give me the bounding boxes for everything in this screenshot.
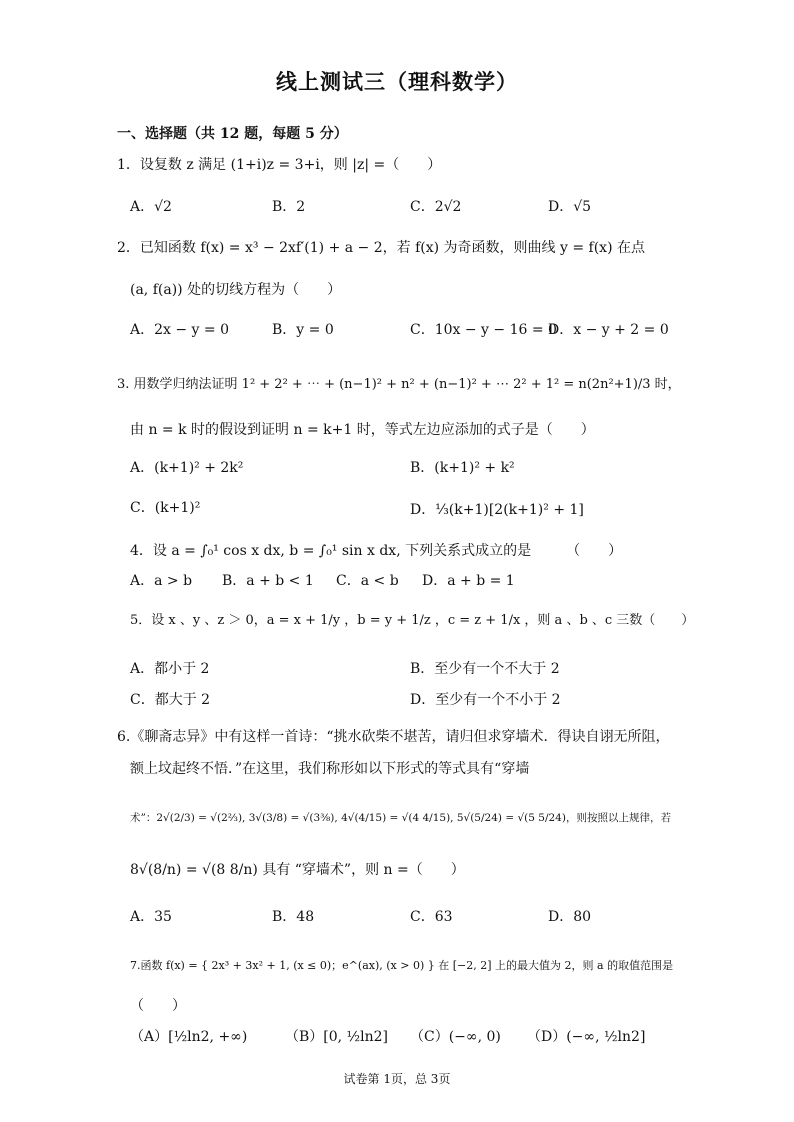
question-7-line-1: 7.函数 f(x) = { 2x³ + 3x² + 1, (x ≤ 0)；e^(ax), (x > 0) } 在 [−2, 2] 上的最大值为 2，则 a 的取值范围是 (130, 959, 674, 972)
question-2-line-2: (a, f(a)) 处的切线方程为（ ） (130, 282, 342, 298)
q7-option-a: （A）[½ln2, +∞) (130, 1029, 248, 1045)
q1-option-c: C．2√2 (410, 199, 462, 215)
q3-option-c: C．(k+1)² (130, 500, 201, 516)
question-6-line-4: 8√(8/n) = √(8 8/n) 具有 “穿墙术”，则 n =（ ） (130, 862, 465, 878)
q5-option-a: A．都小于 2 (130, 661, 210, 677)
page-title: 线上测试三（理科数学） (276, 69, 518, 94)
question-7-line-2: （ ） (130, 998, 186, 1014)
q4-option-a: A．a > b (130, 573, 193, 589)
q7-option-b: （B）[0, ½ln2] (285, 1029, 388, 1045)
q2-option-c: C．10x − y − 16 = 0 (410, 322, 557, 338)
q2-option-a: A．2x − y = 0 (130, 322, 229, 338)
q1-option-a: A．√2 (130, 199, 172, 215)
question-6-line-1: 6.《聊斋志异》中有这样一首诗：“挑水砍柴不堪苦，请归但求穿墙术．得诀自诩无所阻， (117, 729, 670, 745)
q6-option-d: D．80 (548, 909, 592, 925)
q4-option-d: D．a + b = 1 (422, 573, 515, 589)
q2-option-b: B．y = 0 (272, 322, 334, 338)
q7-option-c: （C）(−∞, 0) (410, 1029, 501, 1045)
q5-option-b: B．至少有一个不大于 2 (410, 661, 560, 677)
q5-option-d: D．至少有一个不小于 2 (410, 692, 561, 708)
question-4: 4．设 a = ∫₀¹ cos x dx, b = ∫₀¹ sin x dx, 下列关系式成立的是 （ ） (130, 543, 623, 559)
q4-option-b: B．a + b < 1 (222, 573, 314, 589)
q1-option-d: D．√5 (548, 199, 592, 215)
q3-option-b: B．(k+1)² + k² (410, 460, 515, 476)
question-2-line-1: 2．已知函数 f(x) = x³ − 2xf′(1) + a − 2，若 f(x) 为奇函数，则曲线 y = f(x) 在点 (117, 240, 645, 256)
question-3-line-1: 3. 用数学归纳法证明 1² + 2² + ⋯ + (n−1)² + n² + (n−1)² + ⋯ 2² + 1² = n(2n²+1)/3 时， (117, 377, 681, 392)
q1-option-b: B．2 (272, 199, 306, 215)
q6-option-c: C．63 (410, 909, 453, 925)
q2-option-d: D．x − y + 2 = 0 (548, 322, 669, 338)
section-heading: 一、选择题（共 12 题，每题 5 分） (117, 126, 348, 142)
q3-option-d: D．⅓(k+1)[2(k+1)² + 1] (410, 502, 584, 518)
q6-option-a: A．35 (130, 909, 172, 925)
question-6-line-2: 额上坟起终不悟．”在这里，我们称形如以下形式的等式具有“穿墙 (130, 761, 530, 777)
q3-option-a: A．(k+1)² + 2k² (130, 460, 244, 476)
q6-option-b: B．48 (272, 909, 315, 925)
page-footer: 试卷第 1页，总 3页 (343, 1072, 451, 1086)
q7-option-d: （D）(−∞, ½ln2] (527, 1029, 646, 1045)
question-1: 1．设复数 z 满足 (1+i)z = 3+i，则 |z| =（ ） (117, 157, 442, 173)
question-5: 5．设 x 、y 、z ＞ 0，a = x + 1/y ，b = y + 1/z ，c = z + 1/x ，则 a 、b 、c 三数（ ） (130, 613, 695, 628)
question-6-line-3: 术”：2√(2/3) = √(2⅔), 3√(3/8) = √(3⅜), 4√(4/15) = √(4 4/15), 5√(5/24) = √(5 5/24)，则按照以上规律，若 (130, 812, 671, 824)
q4-option-c: C．a < b (336, 573, 399, 589)
q5-option-c: C．都大于 2 (130, 692, 211, 708)
question-3-line-2: 由 n = k 时的假设到证明 n = k+1 时，等式左边应添加的式子是（ ） (130, 422, 595, 438)
